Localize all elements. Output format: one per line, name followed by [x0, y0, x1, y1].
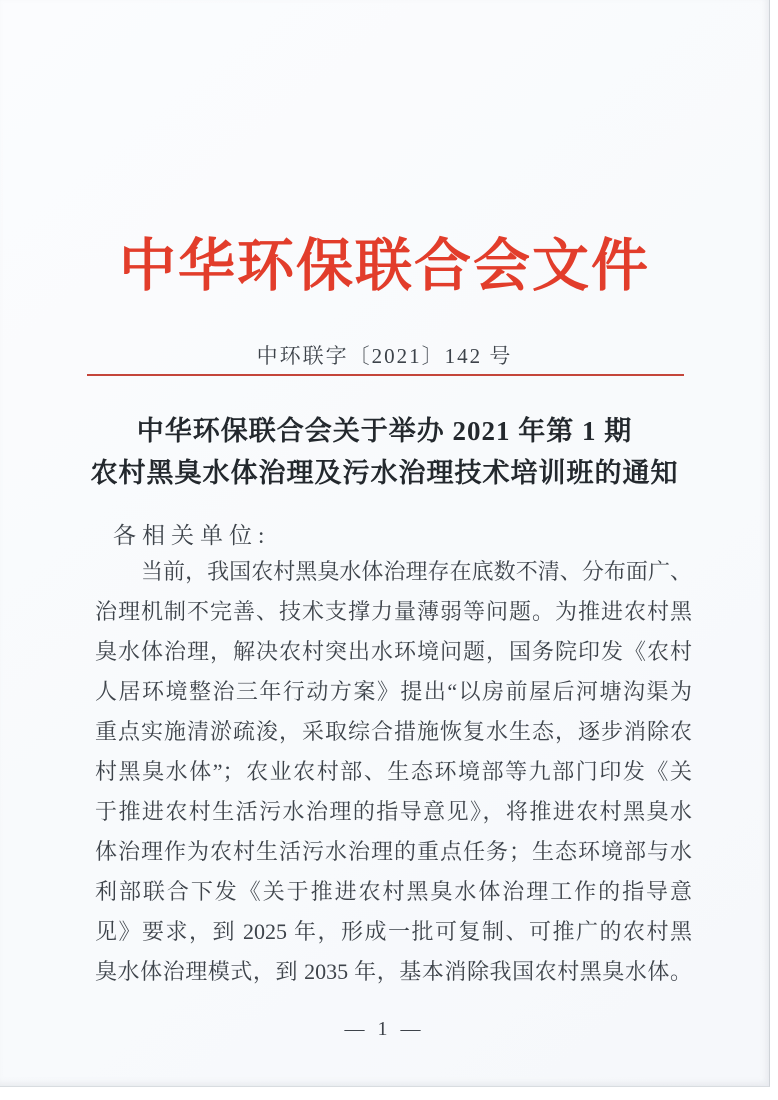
agency-header: 中华环保联合会文件: [119, 235, 650, 298]
document-body: [95, 552, 692, 992]
body-line: 臭水体治理模式，到 2035 年，基本消除我国农村黑臭水体。: [95, 959, 692, 984]
red-divider-line: [87, 374, 684, 376]
document-number: 中环联字〔2021〕142 号: [256, 344, 513, 368]
body-line: 村黑臭水体”；农业农村部、生态环境部等九部门印发《关: [95, 759, 692, 784]
body-line: 当前，我国农村黑臭水体治理存在底数不清、分布面广、: [141, 559, 692, 584]
document-title-line-1: 中华环保联合会关于举办 2021 年第 1 期: [136, 416, 633, 446]
body-line: 体治理作为农村生活污水治理的重点任务；生态环境部与水: [95, 839, 692, 864]
document-title: [0, 410, 769, 494]
body-line: 见》要求，到 2025 年，形成一批可复制、可推广的农村黑: [95, 919, 692, 944]
body-line: 人居环境整治三年行动方案》提出“以房前屋后河塘沟渠为: [95, 679, 692, 704]
body-line: 臭水体治理，解决农村突出水环境问题，国务院印发《农村: [95, 639, 692, 664]
document-title-line-2: 农村黑臭水体治理及污水治理技术培训班的通知: [90, 458, 679, 488]
page-number: — 1 —: [344, 1018, 425, 1040]
body-line: 治理机制不完善、技术支撑力量薄弱等问题。为推进农村黑: [95, 599, 692, 624]
body-line: 重点实施清淤疏浚，采取综合措施恢复水生态，逐步消除农: [95, 719, 692, 744]
body-line: 利部联合下发《关于推进农村黑臭水体治理工作的指导意: [95, 879, 692, 904]
body-line: 于推进农村生活污水治理的指导意见》，将推进农村黑臭水: [95, 799, 692, 824]
salutation: 各相关单位:: [113, 523, 271, 548]
